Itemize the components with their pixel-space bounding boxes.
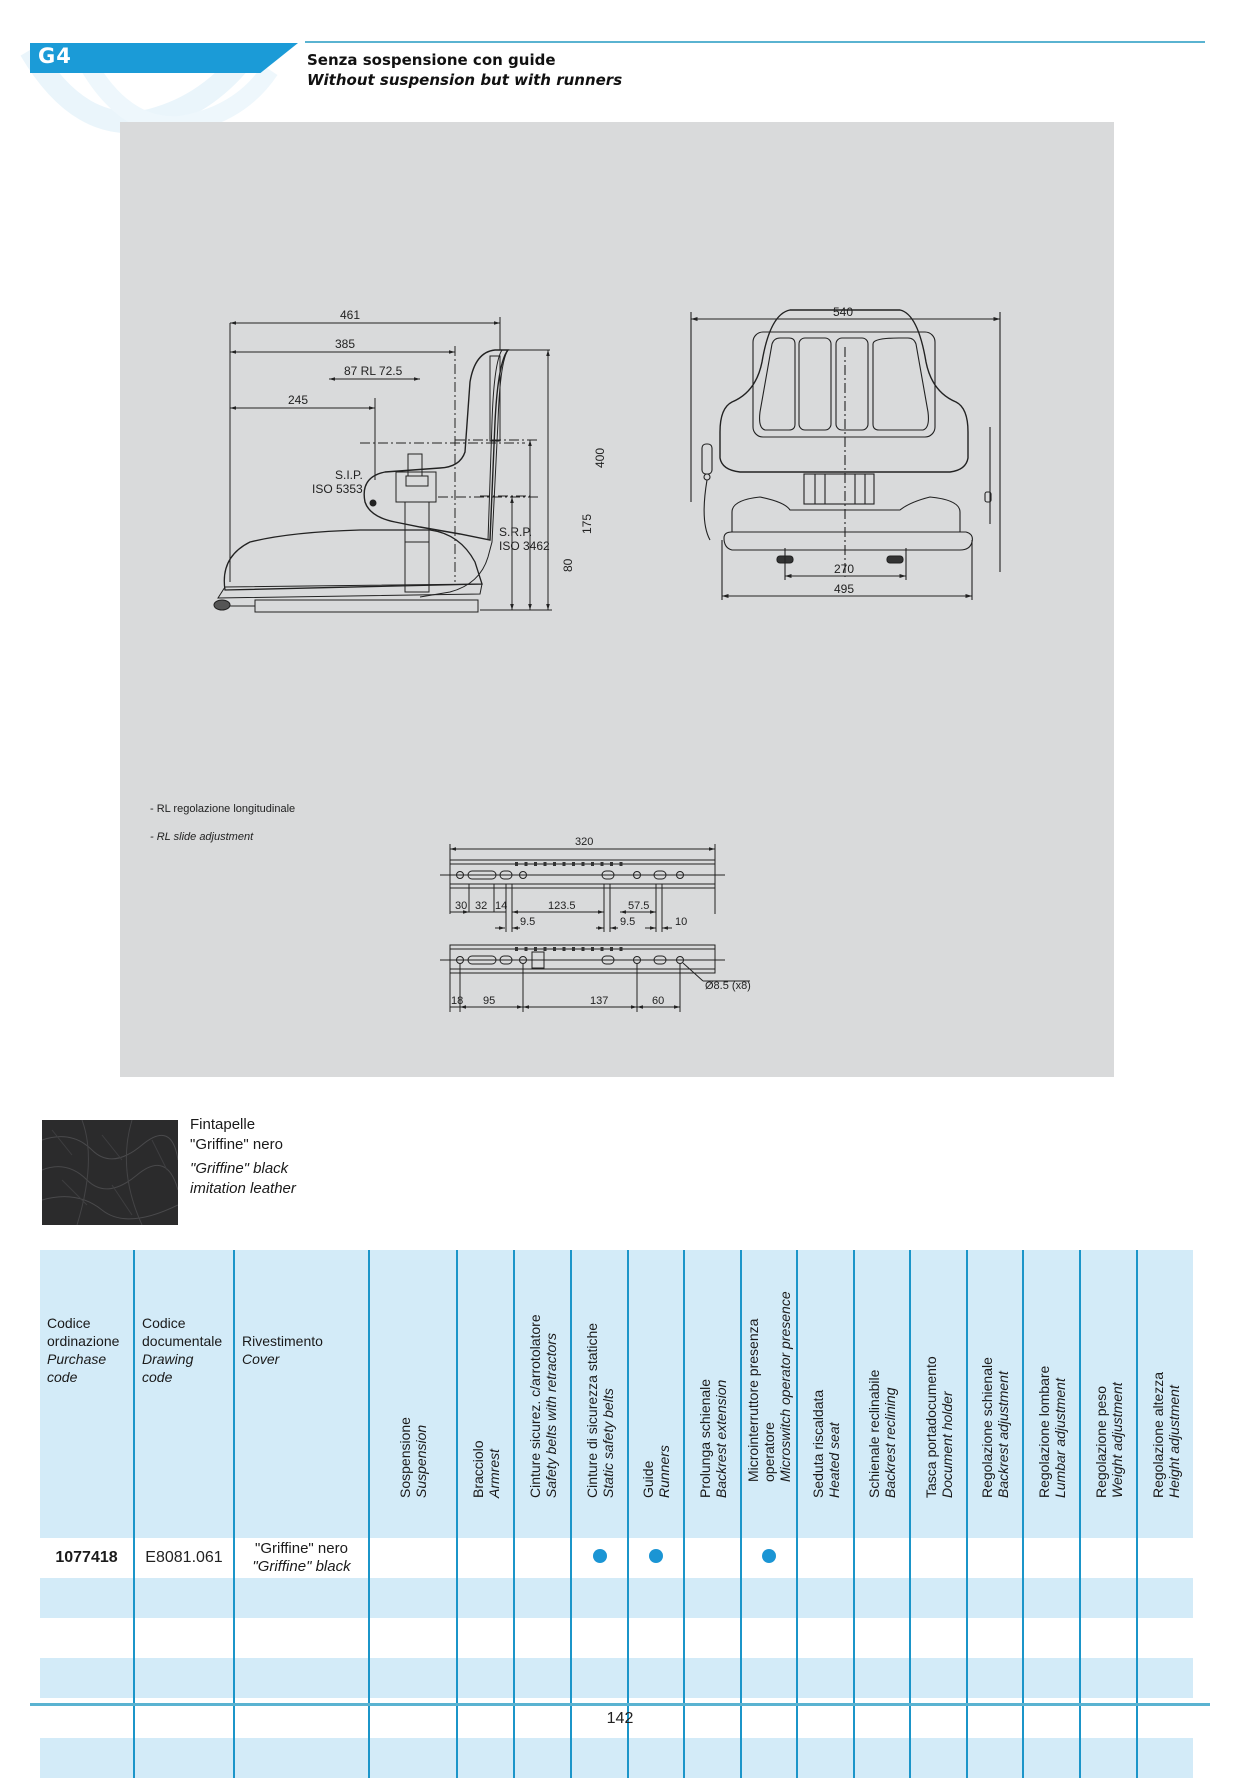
dim-runner-14: 14 — [495, 900, 508, 912]
section-code: G4 — [38, 44, 72, 68]
material-name-en-2: imitation leather — [190, 1180, 296, 1197]
srp-label: S.R.P. — [499, 525, 533, 539]
table-cell-empty — [234, 1578, 369, 1618]
table-cell-empty — [910, 1658, 967, 1698]
table-cell-empty — [369, 1738, 457, 1778]
table-cell-empty — [684, 1618, 741, 1658]
table-cell-empty — [134, 1618, 234, 1658]
table-row-empty — [40, 1618, 1193, 1658]
cell-feature-backrest-reclining — [854, 1538, 910, 1578]
table-cell-empty — [514, 1578, 571, 1618]
col-header-cover: Rivestimento Cover — [234, 1250, 369, 1538]
dim-base-width: 495 — [834, 582, 855, 596]
feature-included-dot-icon — [762, 1549, 776, 1563]
table-cell-empty — [854, 1738, 910, 1778]
cell-feature-suspension — [369, 1538, 457, 1578]
dim-overall-depth: 461 — [340, 308, 361, 322]
table-cell-empty — [910, 1578, 967, 1618]
material-name-it-2: "Griffine" nero — [190, 1136, 283, 1153]
table-cell-empty — [457, 1618, 514, 1658]
material-swatch-image — [42, 1120, 178, 1225]
table-cell-empty — [457, 1738, 514, 1778]
table-cell-empty — [1023, 1738, 1080, 1778]
runner-tooth — [563, 862, 566, 866]
col-header-weight-adjustment: Regolazione peso Weight adjustment — [1080, 1250, 1137, 1538]
table-cell-empty — [797, 1738, 854, 1778]
runner-tooth — [563, 947, 566, 951]
table-cell-empty — [134, 1578, 234, 1618]
runner-tooth — [553, 947, 556, 951]
runner-tooth — [544, 947, 547, 951]
specification-table — [40, 1250, 1190, 1778]
table-cell-empty — [797, 1578, 854, 1618]
cell-feature-height-adjustment — [1137, 1538, 1193, 1578]
col-header-suspension: Sospensione Suspension — [369, 1250, 457, 1538]
note-rl-italian: - RL regolazione longitudinale — [150, 803, 296, 815]
col-header-backrest-adjustment: Regolazione schienale Backrest adjustment — [967, 1250, 1023, 1538]
table-cell-empty — [1023, 1618, 1080, 1658]
feature-included-dot-icon — [649, 1549, 663, 1563]
table-cell-empty — [684, 1658, 741, 1698]
cell-drawing-code: E8081.061 — [134, 1538, 234, 1578]
dim-runner-95: 95 — [483, 995, 496, 1007]
table-cell-empty — [1023, 1578, 1080, 1618]
runner-tooth — [572, 947, 575, 951]
material-name-it-1: Fintapelle — [190, 1116, 256, 1133]
srp-standard: ISO 3462 — [499, 539, 550, 553]
table-header-row — [40, 1250, 1193, 1538]
table-cell-empty — [40, 1658, 134, 1698]
table-cell-empty — [741, 1658, 797, 1698]
dim-runner-32: 32 — [475, 900, 488, 912]
dim-depth-to-sip: 245 — [288, 393, 309, 407]
table-cell-empty — [967, 1658, 1023, 1698]
cell-feature-runners — [628, 1538, 684, 1578]
table-cell-empty — [1080, 1578, 1137, 1618]
runner-tooth — [525, 947, 528, 951]
runner-tooth — [591, 947, 594, 951]
feature-included-dot-icon — [593, 1549, 607, 1563]
table-cell-empty — [854, 1578, 910, 1618]
seat-side-view — [214, 317, 552, 612]
table-cell-empty — [910, 1738, 967, 1778]
dim-runner-length: 320 — [575, 836, 594, 848]
runner-tooth — [534, 862, 537, 866]
table-cell-empty — [628, 1578, 684, 1618]
col-header-retractor-belts: Cinture sicurez. c/arrotolatore Safety belts with retractors — [514, 1250, 571, 1538]
table-row-empty — [40, 1578, 1193, 1618]
table-row-empty — [40, 1738, 1193, 1778]
cell-feature-static-belts — [571, 1538, 628, 1578]
col-header-static-belts: Cinture di sicurezza statiche Static safety belts — [571, 1250, 628, 1538]
table-cell-empty — [1023, 1658, 1080, 1698]
table-cell-empty — [234, 1658, 369, 1698]
table-cell-empty — [1080, 1658, 1137, 1698]
footer-rule — [30, 1703, 1210, 1706]
col-header-purchase-code: Codice ordinazione Purchase code — [40, 1250, 134, 1538]
technical-drawings — [120, 122, 1114, 1077]
cell-feature-microswitch — [741, 1538, 797, 1578]
col-header-lumbar-adjustment: Regolazione lombare Lumbar adjustment — [1023, 1250, 1080, 1538]
cell-feature-backrest-adjustment — [967, 1538, 1023, 1578]
dim-srp-height: 80 — [561, 558, 575, 572]
dim-sip-height: 175 — [580, 513, 594, 534]
dim-runner-137: 137 — [590, 995, 609, 1007]
cell-feature-weight-adjustment — [1080, 1538, 1137, 1578]
table-cell-empty — [741, 1738, 797, 1778]
dim-overall-width: 540 — [833, 305, 854, 319]
table-cell-empty — [134, 1658, 234, 1698]
dim-runner-57-5: 57.5 — [628, 900, 650, 912]
table-cell-empty — [514, 1738, 571, 1778]
table-cell-empty — [40, 1738, 134, 1778]
table-cell-empty — [571, 1738, 628, 1778]
table-cell-empty — [514, 1658, 571, 1698]
table-cell-empty — [571, 1618, 628, 1658]
table-cell-empty — [628, 1618, 684, 1658]
table-cell-empty — [571, 1578, 628, 1618]
sip-standard: ISO 5353 — [312, 482, 363, 496]
col-header-drawing-code: Codice documentale Drawing code — [134, 1250, 234, 1538]
runner-tooth — [582, 947, 585, 951]
cell-feature-document-holder — [910, 1538, 967, 1578]
table-cell-empty — [1137, 1738, 1193, 1778]
cell-feature-backrest-extension — [684, 1538, 741, 1578]
table-cell-empty — [369, 1618, 457, 1658]
runner-tooth — [610, 947, 613, 951]
table-cell-empty — [1080, 1618, 1137, 1658]
dim-runner-9-5-a: 9.5 — [520, 916, 536, 928]
col-header-armrest: Bracciolo Armrest — [457, 1250, 514, 1538]
runner-tooth — [601, 947, 604, 951]
cell-cover: "Griffine" nero "Griffine" black — [234, 1538, 369, 1578]
dim-runner-60: 60 — [652, 995, 665, 1007]
table-cell-empty — [741, 1618, 797, 1658]
table-cell-empty — [854, 1618, 910, 1658]
runner-tooth — [591, 862, 594, 866]
runner-tooth — [572, 862, 575, 866]
table-cell-empty — [1137, 1658, 1193, 1698]
table-cell-empty — [967, 1738, 1023, 1778]
col-header-heated-seat: Seduta riscaldata Heated seat — [797, 1250, 854, 1538]
runner-tooth — [610, 862, 613, 866]
cell-purchase-code: 1077418 — [40, 1538, 134, 1578]
material-name-en-1: "Griffine" black — [190, 1160, 289, 1177]
table-row — [40, 1538, 1193, 1578]
runner-tooth — [525, 862, 528, 866]
col-header-runners: Guide Runners — [628, 1250, 684, 1538]
hole-diameter-note: Ø8.5 (x8) — [705, 980, 751, 992]
runner-tooth — [601, 862, 604, 866]
runner-tooth — [515, 947, 518, 951]
table-cell-empty — [234, 1618, 369, 1658]
table-cell-empty — [854, 1658, 910, 1698]
table-cell-empty — [457, 1578, 514, 1618]
runner-tooth — [620, 862, 623, 866]
table-cell-empty — [1137, 1578, 1193, 1618]
table-cell-empty — [1137, 1618, 1193, 1658]
cell-feature-armrest — [457, 1538, 514, 1578]
table-cell-empty — [369, 1578, 457, 1618]
runner-tooth — [620, 947, 623, 951]
note-rl-english: - RL slide adjustment — [150, 831, 254, 843]
table-cell-empty — [628, 1658, 684, 1698]
cell-feature-heated-seat — [797, 1538, 854, 1578]
dim-runner-9-5-b: 9.5 — [620, 916, 636, 928]
table-cell-empty — [684, 1578, 741, 1618]
header-rule — [305, 41, 1205, 43]
table-cell-empty — [967, 1578, 1023, 1618]
runner-tooth — [534, 947, 537, 951]
col-header-backrest-extension: Prolunga schienale Backrest extension — [684, 1250, 741, 1538]
col-header-height-adjustment: Regolazione altezza Height adjustment — [1137, 1250, 1193, 1538]
runner-tooth — [553, 862, 556, 866]
table-cell-empty — [797, 1658, 854, 1698]
dim-rl-range: 87 RL 72.5 — [344, 364, 403, 378]
table-cell-empty — [967, 1618, 1023, 1658]
table-cell-empty — [40, 1578, 134, 1618]
seat-front-view — [691, 310, 1000, 600]
sip-label: S.I.P. — [335, 468, 363, 482]
col-header-backrest-reclining: Schienale reclinabile Backrest reclining — [854, 1250, 910, 1538]
cell-feature-lumbar-adjustment — [1023, 1538, 1080, 1578]
table-cell-empty — [571, 1658, 628, 1698]
table-cell-empty — [684, 1738, 741, 1778]
dim-height: 400 — [593, 447, 607, 468]
table-row-empty — [40, 1658, 1193, 1698]
col-header-document-holder: Tasca portadocumento Document holder — [910, 1250, 967, 1538]
table-cell-empty — [797, 1618, 854, 1658]
table-cell-empty — [514, 1618, 571, 1658]
runner-tooth — [515, 862, 518, 866]
dim-runner-spacing: 270 — [834, 562, 855, 576]
cell-feature-retractor-belts — [514, 1538, 571, 1578]
table-cell-empty — [628, 1738, 684, 1778]
page-title-italian: Senza sospensione con guide — [307, 51, 556, 69]
dim-runner-18: 18 — [451, 995, 464, 1007]
col-header-microswitch: Microinterruttore presenza operatore Microswitch operator presence — [741, 1250, 797, 1538]
page-number: 142 — [606, 1710, 634, 1727]
runner-detail-drawing — [440, 844, 750, 1012]
runner-tooth — [544, 862, 547, 866]
table-cell-empty — [40, 1618, 134, 1658]
dim-runner-123-5: 123.5 — [548, 900, 576, 912]
table-cell-empty — [234, 1738, 369, 1778]
table-cell-empty — [134, 1738, 234, 1778]
table-cell-empty — [910, 1618, 967, 1658]
dim-runner-30: 30 — [455, 900, 468, 912]
page-title-english: Without suspension but with runners — [307, 71, 623, 89]
dim-depth-to-backrest: 385 — [335, 337, 356, 351]
table-cell-empty — [741, 1578, 797, 1618]
table-cell-empty — [457, 1658, 514, 1698]
table-cell-empty — [369, 1658, 457, 1698]
dim-runner-10: 10 — [675, 916, 688, 928]
runner-tooth — [582, 862, 585, 866]
table-cell-empty — [1080, 1738, 1137, 1778]
